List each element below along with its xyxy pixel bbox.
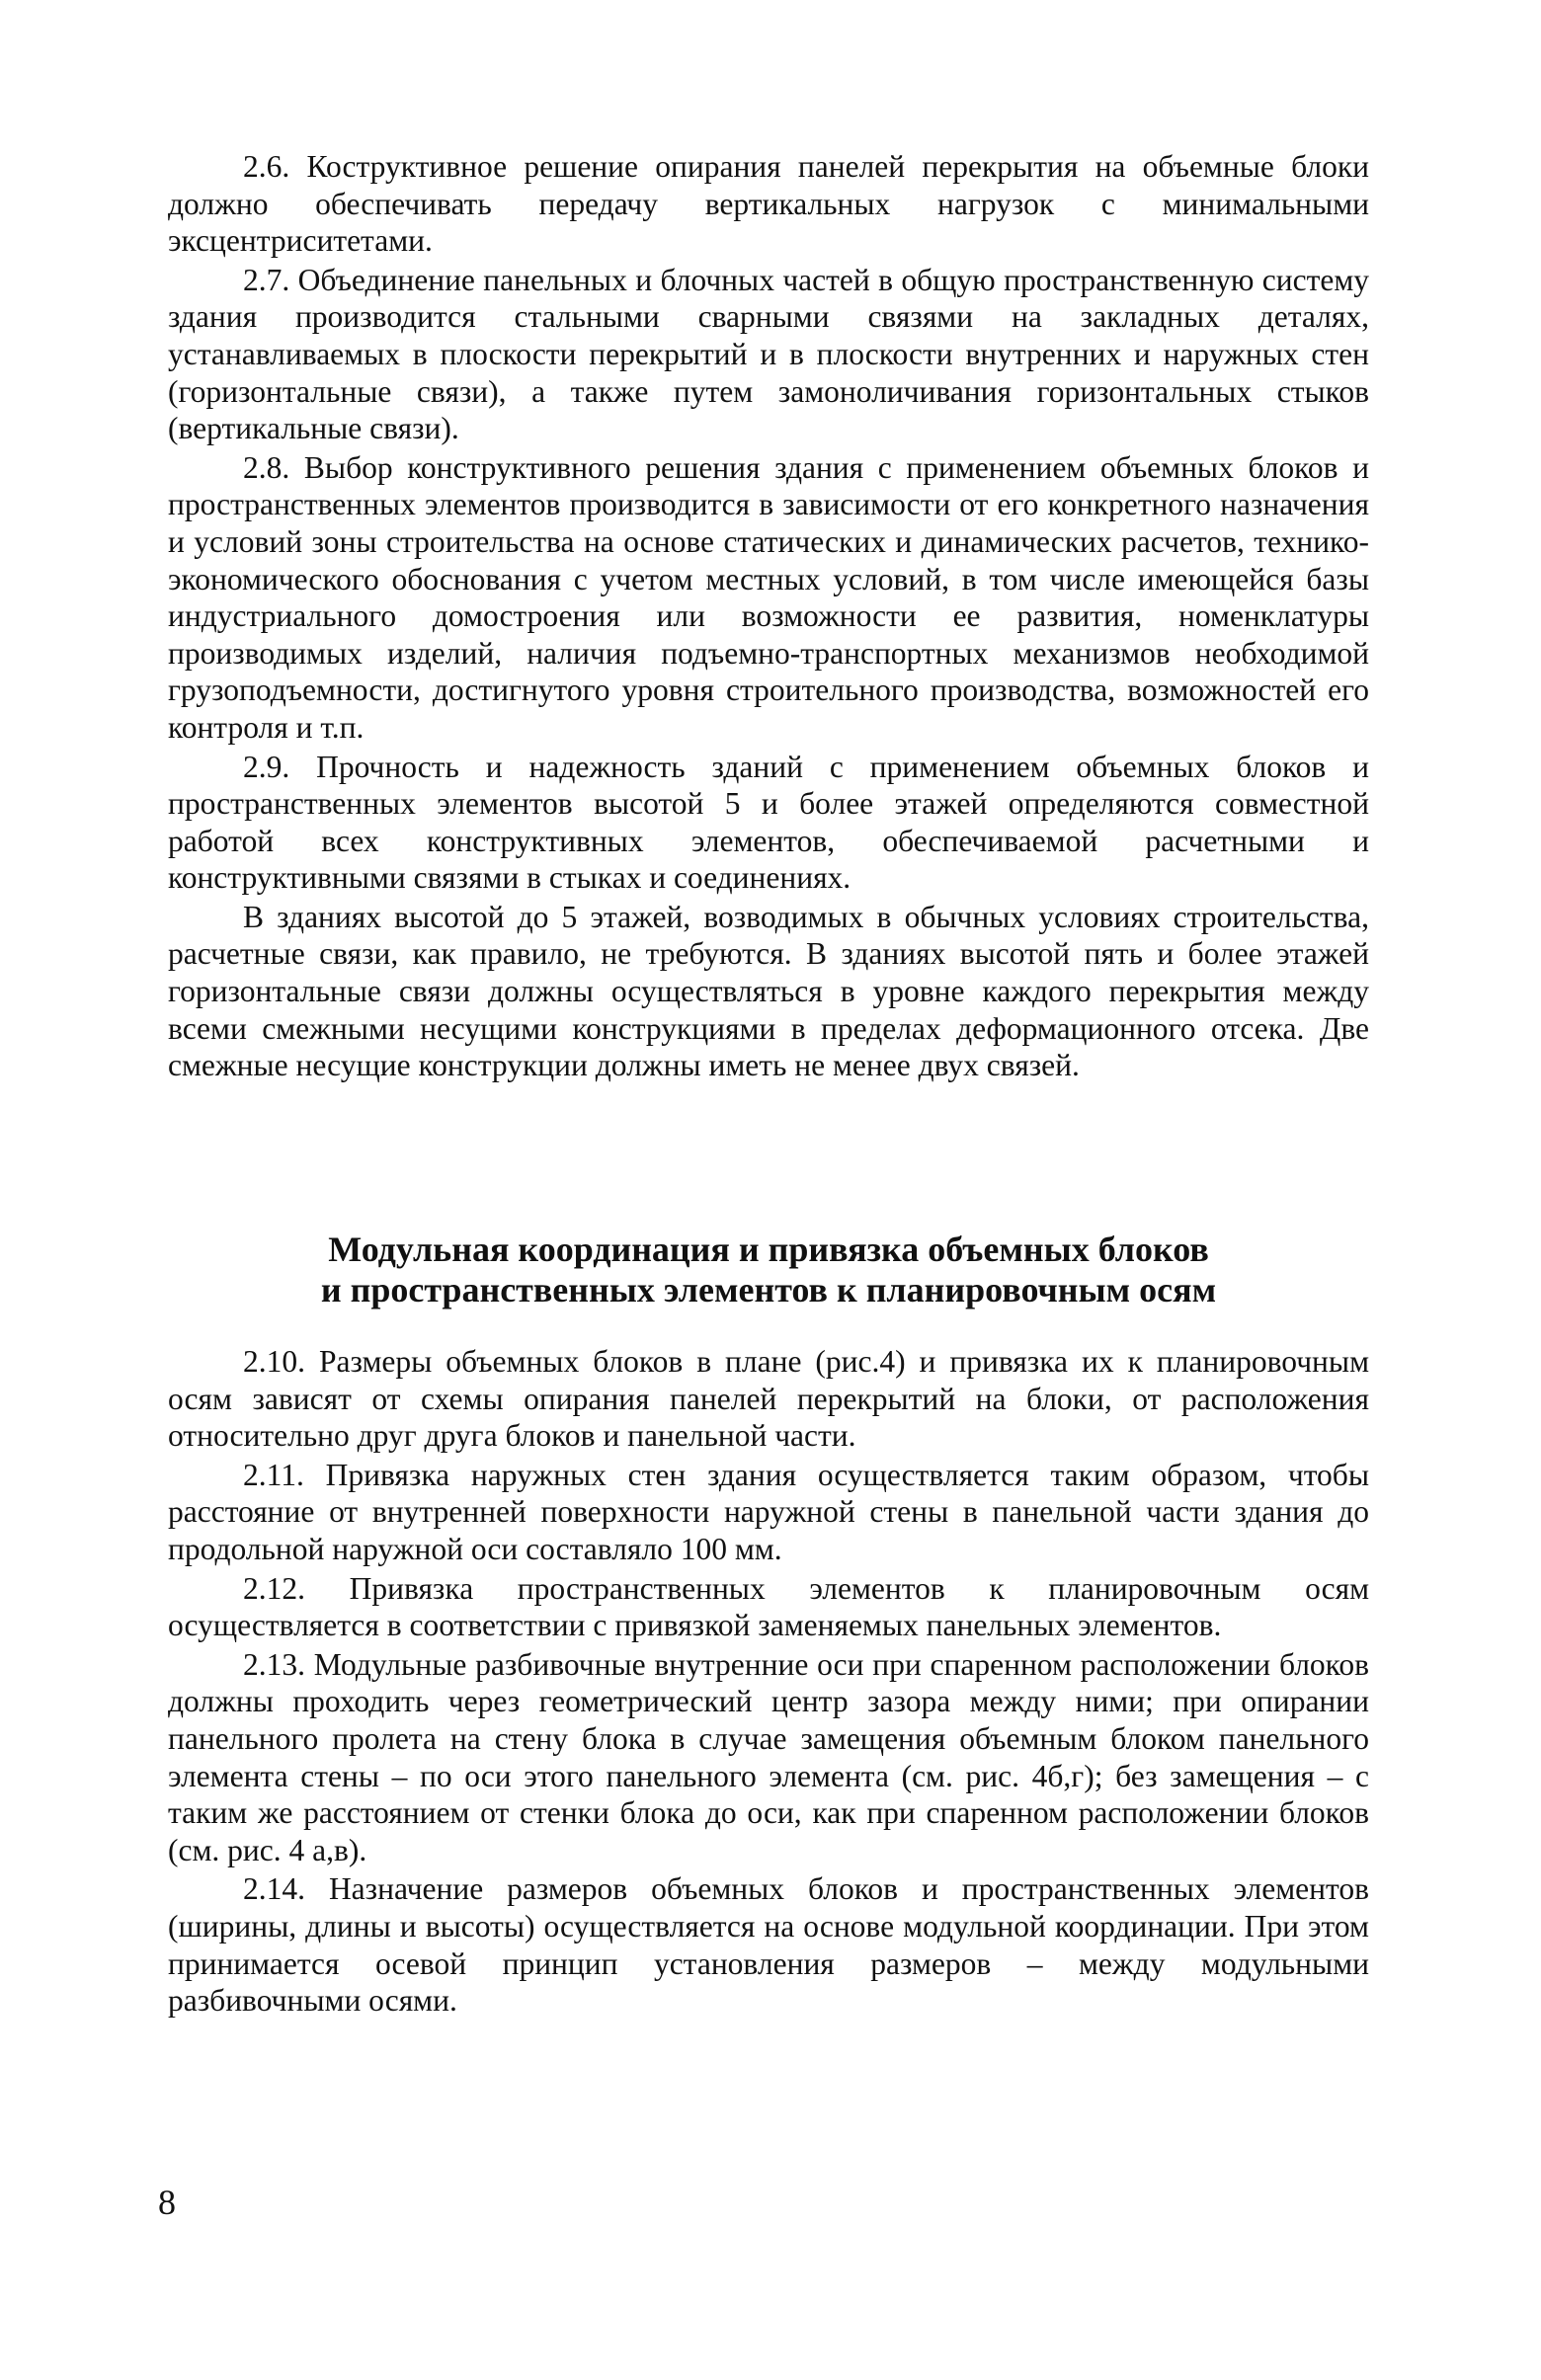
paragraph-number: 2.7. bbox=[243, 262, 290, 297]
paragraph-number: 2.14. bbox=[243, 1871, 305, 1907]
paragraph-2-6 bbox=[168, 148, 1369, 260]
paragraph-2-11 bbox=[168, 1457, 1369, 1568]
paragraph-text: Модульные разбивочные внутренние оси при спаренном расположении блоков должны проходить через геометрический центр зазора между ними; при опирании панельного пролета на стену блока в случае замещения объемным блоком панельного элемента стены – по оси этого панельного элемента (см. рис. 4б,г); без замещения – с таким же расстоянием от стенки блока до оси, как при спаренном расположении блоков (см. рис. 4 а,в). bbox=[168, 1646, 1369, 1867]
paragraph-2-13 bbox=[168, 1646, 1369, 1869]
text-block-bottom bbox=[168, 1343, 1369, 2020]
paragraph-2-9 bbox=[168, 749, 1369, 897]
paragraph-2-12 bbox=[168, 1570, 1369, 1644]
section-heading-line-2: и пространственных элементов к планировочным осям bbox=[320, 1270, 1217, 1309]
paragraph-text: Привязка наружных стен здания осуществляется таким образом, чтобы расстояние от внутренней поверхности наружной стены в панельной части здания до продольной наружной оси составляло 100 мм. bbox=[168, 1457, 1370, 1566]
paragraph-number: 2.9. bbox=[243, 749, 290, 784]
paragraph-number: 2.13. bbox=[243, 1646, 305, 1682]
text-block-top bbox=[168, 148, 1369, 1084]
paragraph-number: 2.12. bbox=[243, 1570, 305, 1606]
paragraph-text: Назначение размеров объемных блоков и пространственных элементов (ширины, длины и высоты) осуществляется на основе модульной координации. При этом принимается осевой принцип установления размеров – между модульными разбивочными осями. bbox=[168, 1871, 1369, 2019]
paragraph-2-10 bbox=[168, 1343, 1369, 1455]
section-heading-line-1: Модульная координация и привязка объемных блоков bbox=[328, 1230, 1209, 1269]
paragraph-text: Прочность и надежность зданий с применением объемных блоков и пространственных элементов высотой 5 и более этажей определяются совместной работой всех конструктивных элементов, обеспечиваемой расчетными и конструктивными связями в стыках и соединениях. bbox=[168, 749, 1369, 896]
paragraph-text: Выбор конструктивного решения здания с применением объемных блоков и пространственных элементов производится в зависимости от его конкретного назначения и условий зоны строительства на основе статических и динамических расчетов, технико-экономического обоснования с учетом местных условий, в том числе имеющейся базы индустриального домостроения или возможности ее развития, номенклатуры производимых изделий, наличия подъемно-транспортных механизмов необходимой грузоподъемности, достигнутого уровня строительного производства, возможностей его контроля и т.п. bbox=[168, 449, 1370, 745]
paragraph-2-8 bbox=[168, 449, 1369, 747]
paragraph-2-9-continued bbox=[168, 899, 1369, 1084]
paragraph-number: 2.11. bbox=[243, 1457, 304, 1492]
paragraph-number: 2.10. bbox=[243, 1344, 305, 1379]
section-heading bbox=[168, 1230, 1369, 1310]
paragraph-2-14 bbox=[168, 1870, 1369, 2019]
paragraph-2-7 bbox=[168, 262, 1369, 447]
page-number: 8 bbox=[158, 2182, 176, 2222]
paragraph-number: 2.8. bbox=[243, 449, 290, 485]
paragraph-text: Объединение панельных и блочных частей в общую пространственную систему здания производится стальными сварными связями на закладных деталях, устанавливаемых в плоскости перекрытий и в плоскости внутренних и наружных стен (горизонтальные связи), а также путем замоноличивания горизонтальных стыков (вертикальные связи). bbox=[168, 262, 1370, 446]
paragraph-text: Коструктивное решение опирания панелей перекрытия на объемные блоки должно обеспечивать передачу вертикальных нагрузок с минимальными эксцентриситетами. bbox=[168, 149, 1369, 259]
paragraph-text: В зданиях высотой до 5 этажей, возводимых в обычных условиях строительства, расчетные связи, как правило, не требуются. В зданиях высотой пять и более этажей горизонтальные связи должны осуществляться в уровне каждого перекрытия между всеми смежными несущими конструкциями в пределах деформационного отсека. Две смежные несущие конструкции должны иметь не менее двух связей. bbox=[168, 899, 1369, 1083]
paragraph-number: 2.6. bbox=[243, 149, 290, 184]
paragraph-text: Привязка пространственных элементов к планировочным осям осуществляется в соответствии с привязкой заменяемых панельных элементов. bbox=[168, 1570, 1370, 1643]
paragraph-text: Размеры объемных блоков в плане (рис.4) и привязка их к планировочным осям зависят от схемы опирания панелей перекрытий на блоки, от расположения относительно друг друга блоков и панельной части. bbox=[168, 1344, 1370, 1454]
